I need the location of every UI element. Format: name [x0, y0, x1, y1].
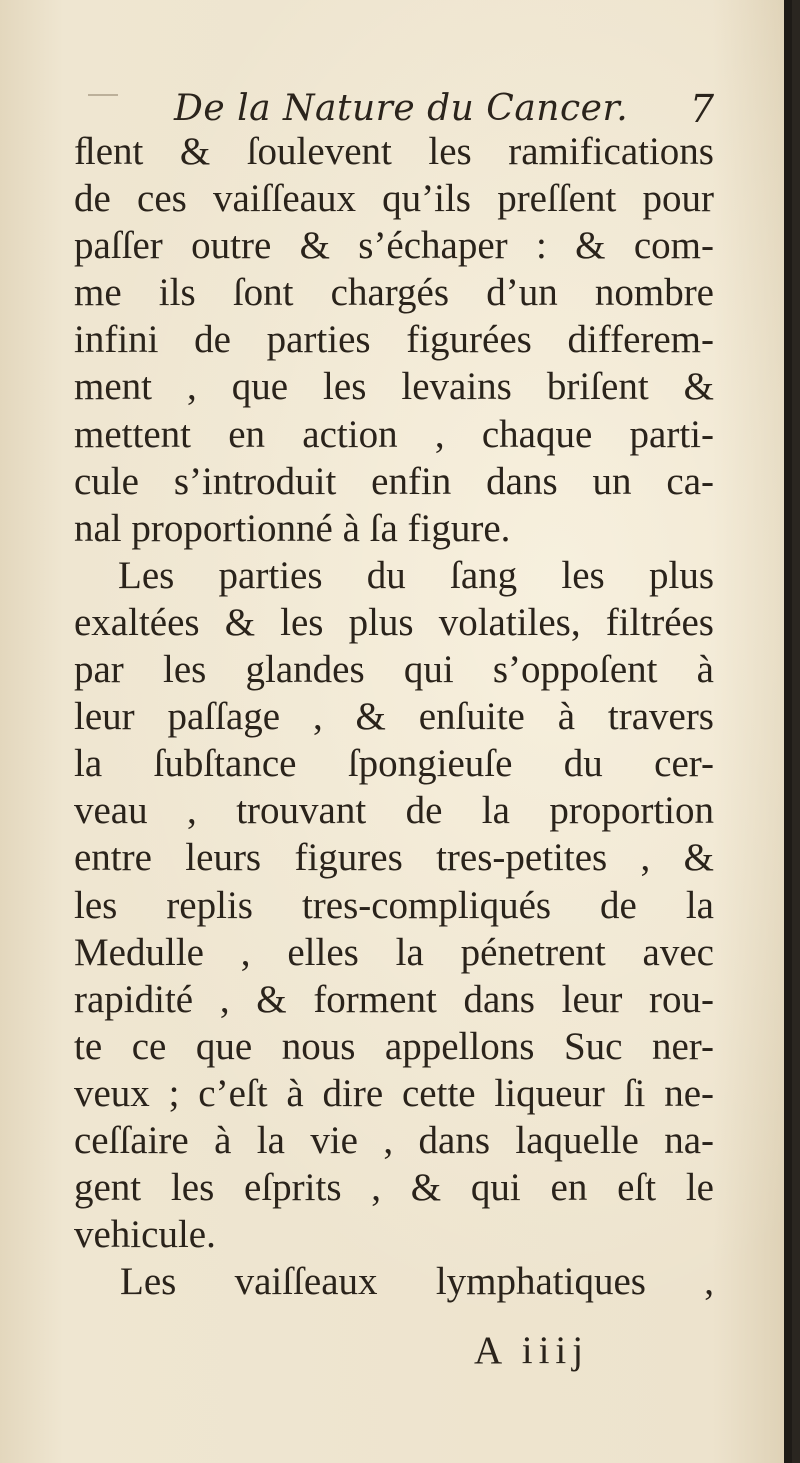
text-line: par les glandes qui s’oppoſent à [74, 648, 714, 692]
text-line: les replis tres-compliqués de la [74, 883, 714, 927]
text-line: te ce que nous appellons Suc ner- [74, 1024, 714, 1068]
paragraph-start: Les parties du ſang les plus [118, 553, 714, 597]
text-line: veux ; c’eſt à dire cette liqueur ſi ne- [74, 1071, 714, 1115]
page-number: 7 [689, 87, 714, 131]
text-line: de ces vaiſſeaux qu’ils preſſent pour [74, 177, 714, 221]
running-head-title: De la Nature du Cancer. [174, 88, 629, 129]
text-line: mettent en action , chaque parti- [74, 412, 714, 456]
page-edge [784, 0, 792, 1463]
text-line: Medulle , elles la pénetrent avec [74, 930, 714, 974]
text-line: paſſer outre & s’échaper : & com- [74, 224, 714, 268]
text-line: entre leurs figures tres-petites , & [74, 836, 714, 880]
text-line: ceſſaire à la vie , dans laquelle na- [74, 1118, 714, 1162]
text-line: rapidité , & forment dans leur rou- [74, 977, 714, 1021]
text-line: me ils ſont chargés d’un nombre [74, 271, 714, 315]
text-line: exaltées & les plus volatiles, filtrées [74, 600, 714, 644]
text-line: gent les eſprits , & qui en eſt le [74, 1166, 714, 1210]
text-line: leur paſſage , & enſuite à travers [74, 695, 714, 739]
text-line: veau , trouvant de la proportion [74, 789, 714, 833]
text-line: cule s’introduit enfin dans un ca- [74, 459, 714, 503]
paragraph-start: Les vaiſſeaux lymphatiques , [120, 1260, 714, 1304]
page-mark [88, 94, 118, 96]
body-text [74, 128, 714, 1305]
signature-mark: A iiij [474, 1329, 590, 1372]
text-line: ment , que les levains briſent & [74, 365, 714, 409]
text-line: infini de parties figurées differem- [74, 318, 714, 362]
text-line: la ſubſtance ſpongieuſe du cer- [74, 742, 714, 786]
running-head [174, 84, 714, 134]
text-line: ﬂent & ſoulevent les ramifications [74, 130, 714, 173]
text-line: nal proportionné à ſa figure. [74, 506, 511, 550]
text-line: vehicule. [74, 1213, 216, 1257]
